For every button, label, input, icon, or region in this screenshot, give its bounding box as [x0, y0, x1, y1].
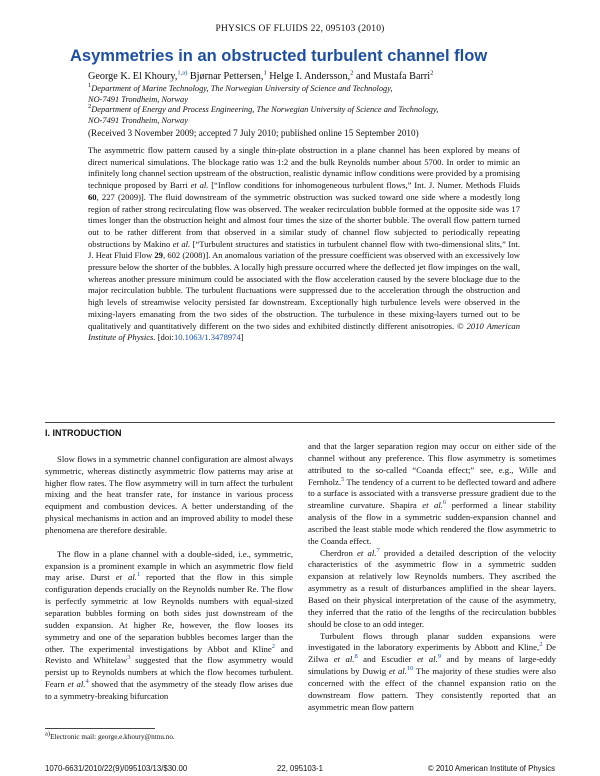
affiliation-line: NO-7491 Trondheim, Norway — [88, 115, 188, 125]
author-sup: 2 — [430, 69, 434, 77]
affiliation-sup: 1 — [88, 82, 92, 90]
footer-right: © 2010 American Institute of Physics — [427, 764, 555, 773]
affiliation-line: NO-7491 Trondheim, Norway — [88, 94, 188, 104]
author-list — [88, 71, 433, 82]
citation-link[interactable]: 3 — [127, 654, 131, 662]
text-run: Cherdron — [320, 547, 358, 558]
affiliation-1 — [88, 84, 548, 105]
footnote-sup: a) — [45, 730, 51, 738]
citation-link[interactable]: 2 — [271, 642, 275, 650]
abstract-text: [“Inflow conditions for inhomogeneous turbulent flows,” Int. J. Numer. Methods Fluids — [208, 180, 520, 191]
etal: et al. — [422, 500, 443, 511]
citation-link[interactable]: 9 — [437, 653, 441, 661]
text-run: performed a linear stability analysis of the flow in a symmetric sudden-expansion channel and ascribed the least stable mode which rendered the flow asymmetric to the Coanda effect. — [308, 500, 556, 546]
affiliation-line: Department of Marine Technology, The Norwegian University of Science and Technology, — [91, 84, 393, 93]
citation-link[interactable]: 4 — [85, 678, 89, 686]
citation-link[interactable]: 7 — [376, 546, 380, 554]
abstract-volume: 29 — [154, 250, 163, 261]
abstract-text: , 602 (2008)]. An anomalous variation of the pressure coefficient was observed with an excessively low pressure below the shorter of the bubbles. A locally high pressure occurred where the deflected jet flow impinges on the wall, whereas another pressure minimum could be associated with the flow acceleration caused by the severe blockage due to the major recirculation bubble. The turbulent fluctuations were suppressed due to the acceleration through the obstruction and high levels of streamwise velocity persisted far downstream. Exceptionally high turbulence levels were observed in the mixing-layers emanating from the two sides of the obstruction. The turbulence in these mixing-layers turned out to be qualitatively and quantitatively different on the two sides and exhibited distinctly different anisotropies. © — [88, 250, 520, 331]
text-run: provided a detailed description of the velocity characteristics of the asymmetric flow in a symmetric sudden expansion at relatively low Reynolds numbers. They ascribed the asymmetry as a result of disturbances amplified in the shear layers. Based on their physical interpretation of the cause of the asymmetry, they inferred that the ratio of the lengths of the recirculation bubbles should be close to an odd integer. — [308, 547, 557, 629]
text-run: and that the larger separation region may occur on either side of the channel without any preference. This flow asymmetry is sometimes attributed to the so-called “Coanda effect;” see, e.g., Wille and Fernholz. — [308, 441, 556, 487]
author-name: Helge I. Andersson, — [266, 71, 351, 82]
author-sup[interactable]: 1,a) — [177, 69, 188, 77]
received-dates: (Received 3 November 2009; accepted 7 July 2010; published online 15 September 2010) — [88, 128, 419, 138]
etal: et al. — [417, 654, 438, 665]
text-run: The flow in a plane channel with a double-sided, i.e., symmetric, expansion is a prominent example in which an asymmetric flow field may arise. Durst — [45, 548, 293, 583]
text-run: De Zilwa — [308, 642, 556, 665]
text-run: The majority of these studies were also concerned with the effect of the channel expansion ratio on the downstream flow pattern. They consistently reported that an asymmetric mean flow pattern — [308, 666, 556, 712]
text-run: suggested that the flow asymmetry would persist up to Reynolds numbers at which the flow becomes turbulent. Fearn — [45, 655, 294, 690]
affiliation-line: Department of Energy and Process Engineering, The Norwegian University of Science and Technology, — [91, 105, 439, 114]
abstract-copyright: 2010 American Institute of Physics. — [88, 320, 520, 343]
paragraph — [308, 631, 556, 714]
abstract — [88, 145, 520, 344]
abstract-text: , 227 (2009)]. The fluid downstream of the symmetric obstruction was sucked toward one side where a modestly long region of rather strong recirculating flow was observed. The weaker recirculation bubble formed at the opposite side was 17 times longer than the obstruction height and almost four times the size of the shorter bubble. The overall flow pattern turned out to be rather different from that observed in a similar study of channel flow subjected to periodically repeating obstructions by Makino — [88, 191, 520, 249]
etal: et al. — [67, 679, 86, 690]
text-run: showed that the asymmetry of the steady flow arises due to a symmetry-breaking bifurcation — [45, 679, 294, 701]
footer-page: 22, 095103-1 — [277, 764, 323, 773]
doi-prefix: [doi: — [155, 332, 174, 343]
affiliation-2 — [88, 105, 548, 126]
left-column — [45, 428, 293, 703]
paragraph — [45, 549, 293, 703]
citation-link[interactable]: 10 — [406, 665, 414, 673]
footnote — [45, 730, 175, 741]
paragraph: Slow flows in a symmetric channel configuration are almost always symmetric, whereas distinctly asymmetric flow patterns may arise at higher flow rates. The flow asymmetry will in turn affect the turbulent mixing and the heat transfer rate, for instance in various process equipment and combustion devices. A better understanding of the physical mechanisms in action and an improved ability to model these phenomena are therefore desirable. — [45, 453, 293, 535]
citation-link[interactable]: 6 — [442, 499, 447, 507]
abstract-etal: et al. — [172, 238, 191, 249]
right-column — [308, 441, 556, 713]
running-head: PHYSICS OF FLUIDS 22, 095103 (2010) — [215, 24, 385, 34]
abstract-divider — [45, 422, 555, 423]
etal: et al. — [388, 666, 407, 677]
author-name: George K. El Khoury, — [88, 71, 178, 82]
paragraph — [308, 441, 556, 548]
doi-suffix: ] — [240, 332, 244, 343]
etal: et al. — [333, 654, 355, 665]
citation-link[interactable]: 8 — [354, 653, 358, 661]
author-sup: 1 — [263, 69, 267, 77]
text-run: and by means of large-eddy simulations by Duwig — [308, 654, 557, 677]
etal: et al. — [357, 547, 377, 558]
footer-left: 1070-6631/2010/22(9)/095103/13/$30.00 — [45, 764, 188, 773]
abstract-text: The asymmetric flow pattern caused by a single thin-plate obstruction in a plane channel has been explored by means of direct numerical simulations. The blockage ratio was 1:2 and the bulk Reynolds number about 5700. In order to mimic an infinitely long channel section upstream of the obstruction, realistic dynamic inflow conditions were provided by a promising technique proposed by Barri — [88, 145, 520, 191]
text-run: Turbulent flows through planar sudden expansions were investigated in the laboratory experiments by Abbott and Kline, — [308, 630, 556, 653]
citation-link[interactable]: 2 — [539, 641, 543, 649]
etal: et al. — [115, 572, 137, 583]
abstract-text: [“Turbulent structures and statistics in turbulent channel flow with two-dimensional slits,” Int. J. Heat Fluid Flow — [88, 238, 520, 261]
affiliation-sup: 2 — [88, 103, 92, 111]
footnote-text: Electronic mail: george.e.khoury@ntnu.no. — [50, 733, 175, 741]
citation-link[interactable]: 5 — [341, 475, 345, 483]
text-run: reported that the flow in this simple configuration depends crucially on the Reynolds number Re. The flow is perfectly symmetric at low Reynolds numbers with equal-sized separation bubbles forming on both sides just downstream of the sudden expansion. At higher Re, however, the flow looses its symmetry and one of the separation bubbles becomes larger than the other. The experimental investigations by Abbot and Kline — [45, 572, 294, 654]
citation-link[interactable]: 1 — [136, 571, 141, 579]
abstract-etal: et al. — [190, 180, 209, 191]
doi-link[interactable]: 10.1063/1.3478974 — [173, 332, 241, 343]
text-run: and Escudier — [357, 654, 418, 665]
author-name: and Mustafa Barri — [353, 71, 431, 82]
text-run: and Revisto and Whitelaw — [45, 643, 293, 666]
text-run: The tendency of a current to be deflected toward and adhere to a surface is associated with a transverse pressure gradient due to the streamline curvature. Shapira — [308, 476, 556, 511]
paper-title: Asymmetries in an obstructed turbulent channel flow — [70, 47, 488, 65]
author-name: Bjørnar Pettersen, — [187, 71, 264, 82]
abstract-volume: 60 — [88, 191, 97, 202]
footnote-divider — [45, 728, 155, 729]
author-sup: 2 — [350, 69, 354, 77]
paragraph — [308, 548, 556, 631]
section-heading: I. INTRODUCTION — [45, 428, 122, 438]
